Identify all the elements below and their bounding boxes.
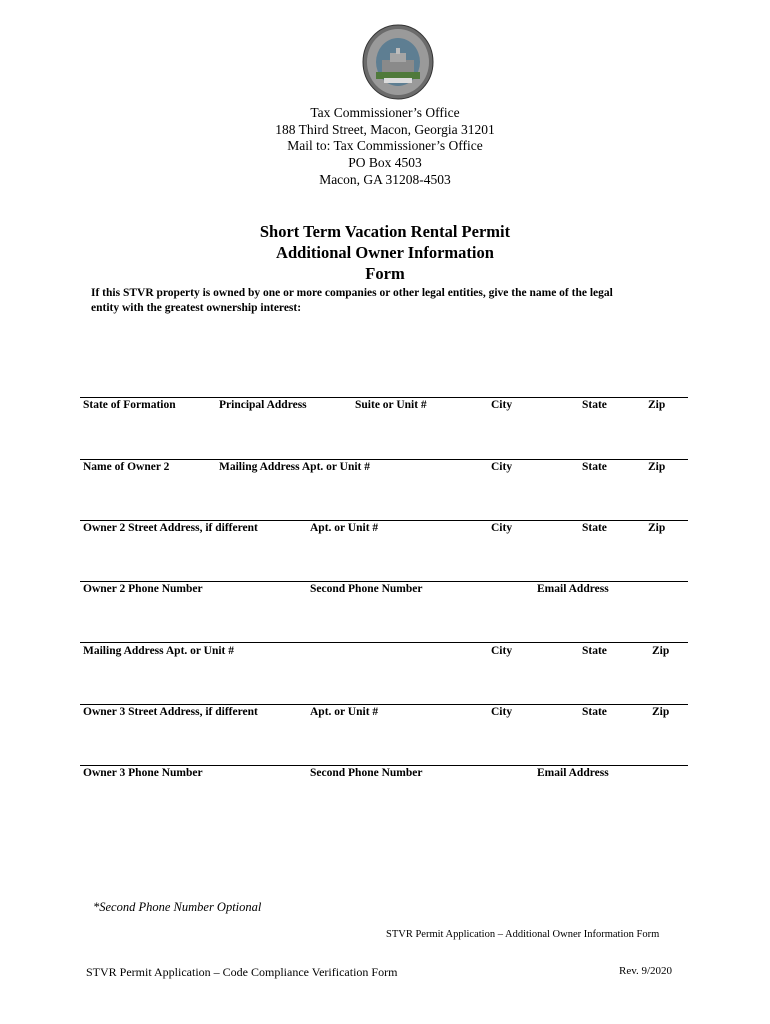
label-zip: Zip (648, 522, 666, 534)
field-line-7[interactable] (80, 765, 688, 766)
label-apt-or-unit: Apt. or Unit # (310, 522, 379, 534)
second-phone-note: *Second Phone Number Optional (93, 900, 262, 914)
label-email-address: Email Address (537, 767, 609, 779)
label-second-phone: Second Phone Number (310, 767, 423, 779)
instruction-line-2: entity with the greatest ownership interest: (91, 301, 302, 314)
label-zip: Zip (652, 706, 670, 718)
office-address-block (0, 105, 770, 189)
footer-application-name: STVR Permit Application – Code Compliance Verification Form (86, 965, 398, 979)
label-suite-or-unit: Suite or Unit # (355, 399, 427, 411)
label-email-address: Email Address (537, 583, 609, 595)
label-name-of-owner-2: Name of Owner 2 (83, 461, 170, 473)
label-state: State (582, 461, 607, 473)
form-title (0, 221, 770, 284)
label-owner-3-street-address: Owner 3 Street Address, if different (83, 706, 258, 718)
label-owner-3-phone: Owner 3 Phone Number (83, 767, 203, 779)
label-state: State (582, 706, 607, 718)
po-box: PO Box 4503 (348, 155, 422, 171)
label-state: State (582, 399, 607, 411)
field-line-1[interactable] (80, 397, 688, 398)
field-line-6[interactable] (80, 704, 688, 705)
label-city: City (491, 645, 513, 657)
label-city: City (491, 461, 513, 473)
label-mailing-address: Mailing Address Apt. or Unit # (219, 461, 371, 473)
label-state: State (582, 522, 607, 534)
instruction-text (91, 286, 691, 316)
field-line-4[interactable] (80, 581, 688, 582)
label-zip: Zip (648, 461, 666, 473)
label-state: State (582, 645, 607, 657)
label-owner-2-phone: Owner 2 Phone Number (83, 583, 203, 595)
label-zip: Zip (648, 399, 666, 411)
field-line-3[interactable] (80, 520, 688, 521)
title-line-3: Form (365, 264, 405, 283)
label-zip: Zip (652, 645, 670, 657)
label-second-phone: Second Phone Number (310, 583, 423, 595)
mail-to-line: Mail to: Tax Commissioner’s Office (287, 138, 483, 154)
label-mailing-address: Mailing Address Apt. or Unit # (83, 645, 235, 657)
label-principal-address: Principal Address (219, 399, 307, 411)
label-city: City (491, 399, 513, 411)
title-line-1: Short Term Vacation Rental Permit (259, 222, 511, 241)
label-city: City (491, 706, 513, 718)
county-seal-logo (362, 24, 434, 100)
field-line-2[interactable] (80, 459, 688, 460)
label-owner-2-street-address: Owner 2 Street Address, if different (83, 522, 258, 534)
footer-form-name: STVR Permit Application – Additional Owner Information Form (386, 929, 660, 940)
title-line-2: Additional Owner Information (276, 243, 494, 262)
field-line-5[interactable] (80, 642, 688, 643)
city-state-zip: Macon, GA 31208-4503 (319, 171, 451, 187)
label-state-of-formation: State of Formation (83, 399, 176, 411)
label-city: City (491, 522, 513, 534)
office-name: Tax Commissioner’s Office (310, 105, 460, 120)
street-address: 188 Third Street, Macon, Georgia 31201 (275, 121, 495, 137)
instruction-line-1: If this STVR property is owned by one or more companies or other legal entities, give the name of the legal (91, 287, 613, 299)
label-apt-or-unit: Apt. or Unit # (310, 706, 379, 718)
revision-date: Rev. 9/2020 (619, 965, 673, 977)
